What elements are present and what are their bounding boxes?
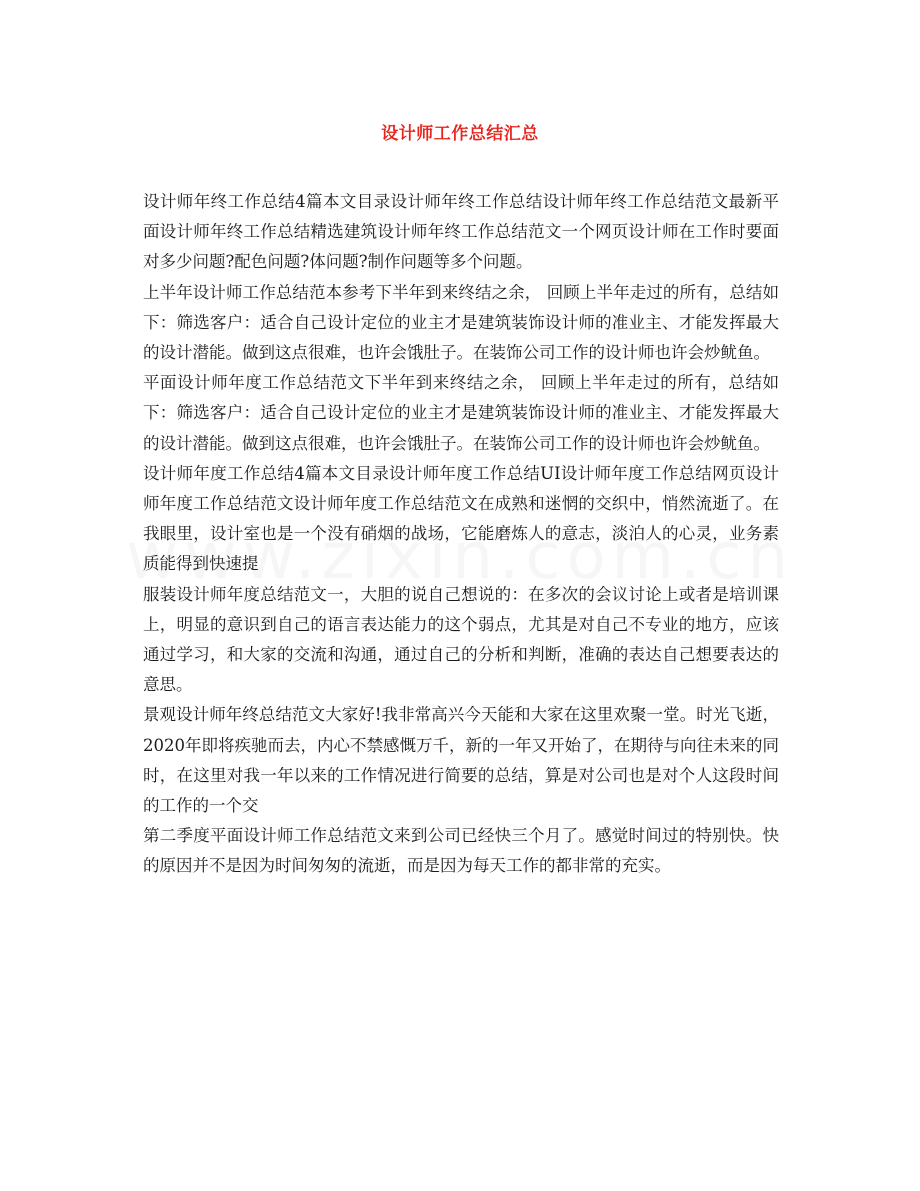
document-body (143, 187, 779, 882)
paragraph: 第二季度平面设计师工作总结范文来到公司已经快三个月了。感觉时间过的特别快。快的原因并不是因为时间匆匆的流逝，而是因为每天工作的都非常的充实。 (143, 826, 779, 876)
paragraph: 上半年设计师工作总结范本参考下半年到来终结之余， 回顾上半年走过的所有，总结如下：筛选客户：适合自己设计定位的业主才是建筑装饰设计师的准业主、才能发挥最大的设计潜能。做到这点很难，也许会饿肚子。在装饰公司工作的设计师也许会炒鱿鱼。 (143, 282, 779, 363)
page-title: 设计师工作总结汇总 (381, 124, 539, 144)
paragraph: 设计师年终工作总结4篇本文目录设计师年终工作总结设计师年终工作总结范文最新平面设计师年终工作总结精选建筑设计师年终工作总结范文一个网页设计师在工作时要面对多少问题?配色问题?体问题?制作问题等多个问题。 (143, 192, 779, 272)
paragraph: 服装设计师年度总结范文一，大胆的说自己想说的：在多次的会议讨论上或者是培训课上，明显的意识到自己的语言表达能力的这个弱点，尤其是对自己不专业的地方，应该通过学习，和大家的交流和沟通，通过自己的分析和判断，准确的表达自己想要表达的意思。 (143, 584, 779, 695)
paragraph: 设计师年度工作总结4篇本文目录设计师年度工作总结UI设计师年度工作总结网页设计师年度工作总结范文设计师年度工作总结范文在成熟和迷惘的交织中，悄然流逝了。在我眼里，设计室也是一个没有硝烟的战场，它能磨炼人的意志，淡泊人的心灵，业务素质能得到快速提 (143, 463, 779, 574)
paragraph: 平面设计师年度工作总结范文下半年到来终结之余， 回顾上半年走过的所有，总结如下：筛选客户：适合自己设计定位的业主才是建筑装饰设计师的准业主、才能发挥最大的设计潜能。做到这点很难，也许会饿肚子。在装饰公司工作的设计师也许会炒鱿鱼。 (143, 373, 779, 453)
paragraph: 景观设计师年终总结范文大家好!我非常高兴今天能和大家在这里欢聚一堂。时光飞逝，2020年即将疾驰而去，内心不禁感慨万千，新的一年又开始了，在期待与向往未来的同时，在这里对我一年以来的工作情况进行简要的总结，算是对公司也是对个人这段时间的工作的一个交 (143, 705, 779, 816)
